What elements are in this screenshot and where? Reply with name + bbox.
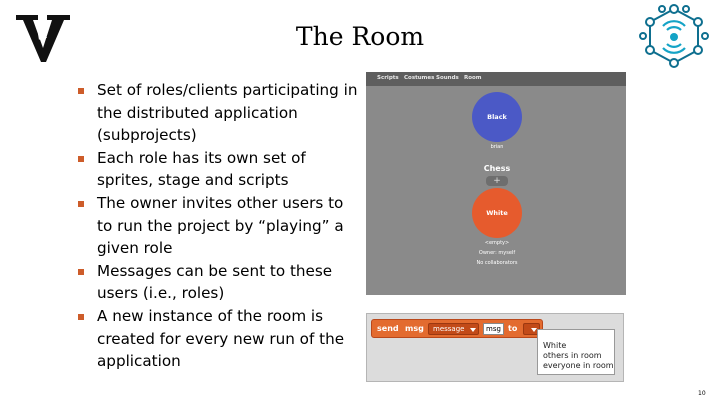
bullet-marker	[78, 156, 84, 162]
page-number: 10	[698, 390, 706, 397]
chevron-down-icon	[470, 328, 476, 332]
role-black-label: Black	[487, 113, 507, 121]
bullet-item: The owner invites other users to to run the project by “playing” a given role	[78, 192, 363, 260]
role-white-label: White	[486, 209, 508, 217]
bullet-list	[78, 79, 363, 373]
role-white[interactable]	[472, 188, 522, 238]
add-role-button[interactable]: +	[486, 176, 508, 186]
bullet-marker	[78, 269, 84, 275]
role-white-occupant: <empty>	[484, 240, 510, 246]
collaborators-text: No collaborators	[476, 260, 518, 266]
block-to-word: to	[508, 324, 518, 333]
bullet-item: Set of roles/clients participating in the distributed application (subprojects)	[78, 79, 363, 147]
room-view-screenshot	[366, 72, 626, 295]
tab-sounds[interactable]: Sounds	[436, 75, 459, 81]
block-send-word: send	[377, 324, 399, 333]
role-black-occupant: brian	[490, 144, 504, 150]
editor-tab-bar	[366, 72, 626, 86]
role-black[interactable]	[472, 92, 522, 142]
message-type-dropdown[interactable]	[428, 323, 479, 335]
tab-room[interactable]: Room	[464, 75, 482, 81]
bullet-item: Messages can be sent to these users (i.e., roles)	[78, 260, 363, 305]
dropdown-item-others[interactable]: others in room	[543, 351, 602, 360]
netsblox-network-logo	[634, 4, 714, 70]
target-dropdown-menu	[537, 329, 615, 375]
message-type-label: message	[433, 325, 465, 333]
bullet-marker	[78, 88, 84, 94]
send-msg-block[interactable]	[371, 319, 543, 338]
tab-scripts[interactable]: Scripts	[377, 75, 399, 81]
owner-text: Owner: myself	[478, 250, 516, 256]
bullet-marker	[78, 314, 84, 320]
message-arg-input[interactable]: msg	[483, 323, 504, 335]
bullet-marker	[78, 201, 84, 207]
send-message-block-screenshot	[366, 313, 624, 382]
dropdown-item-everyone[interactable]: everyone in room	[543, 361, 614, 370]
dropdown-item-white[interactable]: White	[543, 341, 567, 350]
tab-costumes[interactable]: Costumes	[404, 75, 435, 81]
slide-title: The Room	[295, 22, 425, 51]
room-name: Chess	[483, 164, 511, 173]
block-msg-word: msg	[405, 324, 424, 333]
bullet-item: A new instance of the room is created for every new run of the application	[78, 305, 363, 373]
bullet-item: Each role has its own set of sprites, stage and scripts	[78, 147, 363, 192]
